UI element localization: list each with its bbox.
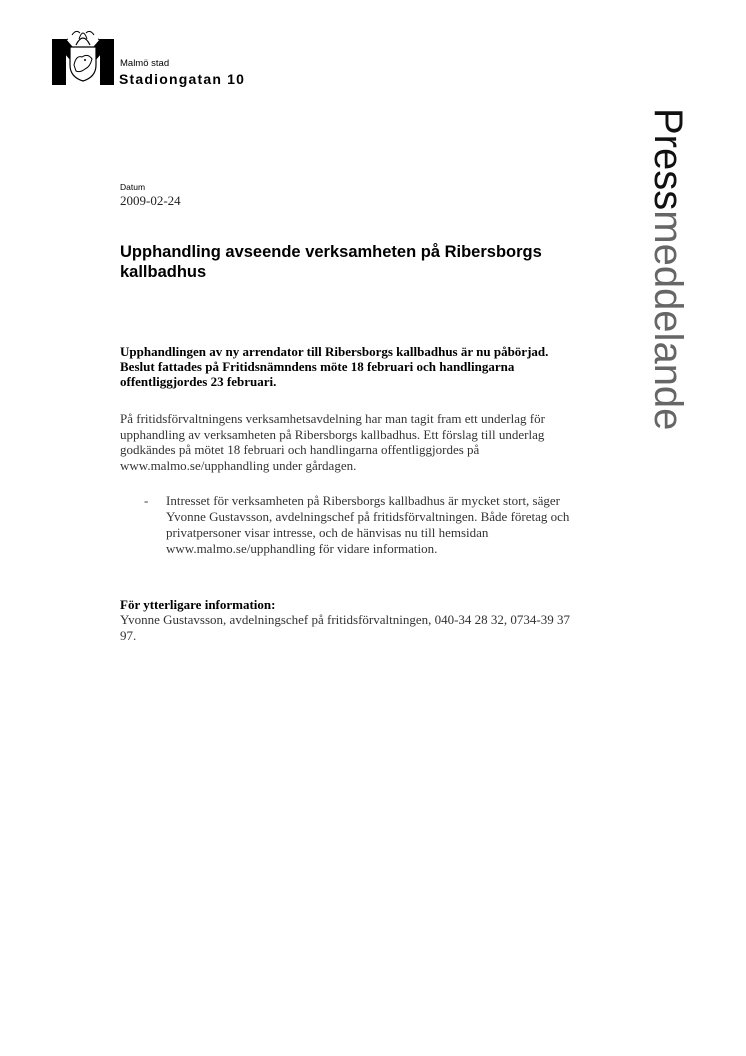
contact-text: Yvonne Gustavsson, avdelningschef på fritidsförvaltningen, 040-34 28 32, 0734-39 37 97. bbox=[120, 612, 571, 643]
date-value: 2009-02-24 bbox=[120, 193, 181, 208]
pressmeddelande-vertical-title bbox=[638, 108, 698, 548]
headline: Upphandling avseende verksamheten på Ribersborgs kallbadhus bbox=[120, 243, 542, 281]
organization-name: Malmö stad bbox=[120, 58, 170, 69]
organization-address: Stadiongatan 10 bbox=[119, 71, 246, 87]
quote-paragraph bbox=[146, 493, 586, 557]
quote-dash: - bbox=[144, 493, 149, 508]
date-label: Datum bbox=[120, 182, 146, 192]
vertical-title-part2: meddelande bbox=[646, 210, 690, 431]
contact-heading: För ytterligare information: bbox=[120, 597, 276, 612]
quote-text: Intresset för verksamheten på Ribersborgs kallbadhus är mycket stort, säger Yvonne Gustavsson, avdelningschef på fritidsförvaltningen. Både företag och privatpersoner visar intresse, och de hänvisas nu till hemsidan www.malmo.se/upphandling för vidare information. bbox=[166, 493, 570, 556]
malmo-coat-of-arms-logo bbox=[52, 25, 114, 87]
body-paragraph: På fritidsförvaltningens verksamhetsavdelning har man tagit fram ett underlag för upphandling av verksamheten på Ribersborgs kallbadhus. Ett förslag till underlag godkändes på mötet 18 februari och handlingarna offentliggjordes på www.malmo.se/upphandling under gårdagen. bbox=[120, 411, 545, 473]
lead-paragraph: Upphandlingen av ny arrendator till Ribersborgs kallbadhus är nu påbörjad. Beslut fattades på Fritidsnämndens möte 18 februari och handlingarna offentliggjordes 23 februari. bbox=[120, 344, 549, 389]
vertical-title-part1: Press bbox=[646, 108, 690, 211]
